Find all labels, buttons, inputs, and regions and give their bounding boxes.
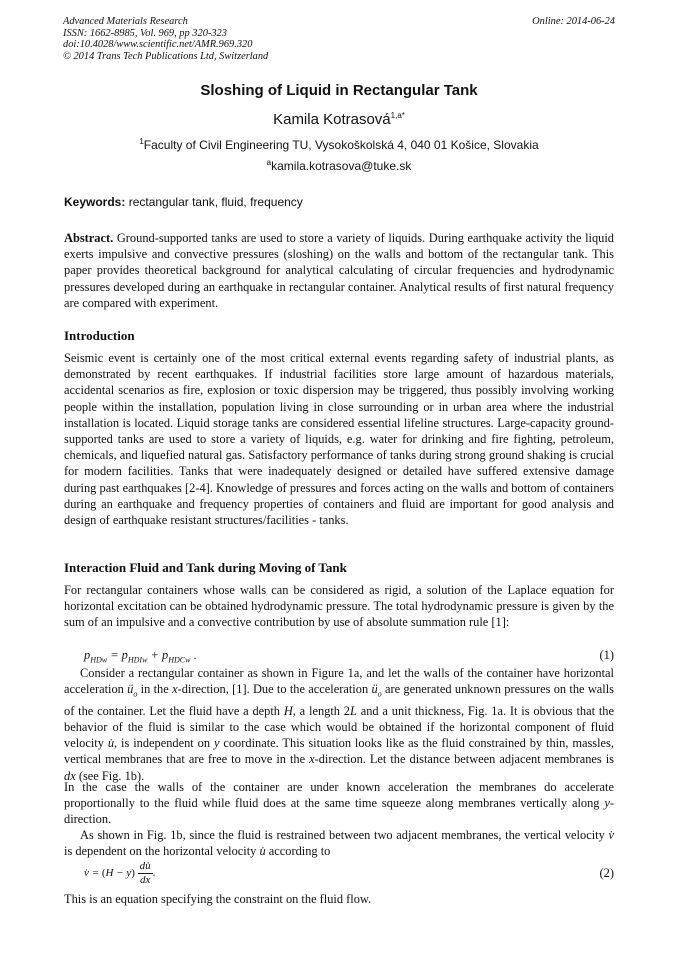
- keywords-label: Keywords:: [64, 195, 126, 209]
- fraction-du-dx: $\frac{du̇}{dx}$: [139, 860, 151, 886]
- author-line: [0, 111, 678, 128]
- email-line: [0, 159, 678, 173]
- p3-text-end: -direction.: [64, 796, 614, 827]
- symbol-u-double-dot-o: $ü_o$: [127, 682, 138, 699]
- affiliation-text: Faculty of Civil Engineering TU, Vysokoškolská 4, 040 01 Košice, Slovakia: [143, 138, 539, 152]
- section2-paragraph-3: [64, 779, 614, 828]
- p2-text-a: Consider a rectangular container as shown in Figure 1a, and let the walls of the container have horizontal acceleration: [64, 666, 614, 697]
- author-name: Kamila Kotrasová: [273, 111, 391, 128]
- p2-text-g: , is independent on: [114, 736, 211, 751]
- author-email[interactable]: kamila.kotrasova@tuke.sk: [271, 159, 412, 173]
- equation-1-number: (1): [599, 648, 614, 662]
- section-heading-interaction: Interaction Fluid and Tank during Moving of Tank: [64, 560, 347, 575]
- p2-text-f: and a unit thickness, Fig. 1a. It is obvious that the behavior of the fluid is similar to the case which would be obtained if the horizontal component of fluid velocity: [64, 703, 614, 751]
- journal-doi[interactable]: doi:10.4028/www.scientific.net/AMR.969.320: [63, 39, 253, 51]
- journal-name: Advanced Materials Research: [63, 16, 188, 27]
- p2-text-i: -direction. Let the distance between adjacent membranes is: [314, 752, 614, 767]
- introduction-text: Seismic event is certainly one of the most critical external events regarding safety of industrial plants, as demonstrated by recent earthquakes. If industrial facilities store large amount of hazardous materials, accidental scenarios as fire, explosion or toxic dispersion may be triggered, thus possibly involving working people within the installation, population living in close surrounding or in urban area where the industrial installation is located. Liquid storage tanks are considered essential lifeline structures. Large-capacity ground-supported tanks are used to store a variety of liquids, e.g. water for drinking and fire fighting, petroleum, chemicals, and liquefied natural gas. Satisfactory performance of tanks during strong ground shaking is crucial for modern facilities. Tanks that were inadequately designed or detailed have suffered extensive damage during past earthquakes [2-4]. Knowledge of pressures and forces acting on the walls and bottom of containers during an earthquake and frequency properties of containers and fluid are important for good analysis and design of earthquake resistant structures/facilities - tanks.: [64, 351, 614, 528]
- p2-text-b: in the: [140, 682, 169, 697]
- symbol-y-2: y: [604, 796, 610, 811]
- equation-2-number: (2): [599, 866, 614, 880]
- online-date: Online: 2014-06-24: [532, 16, 615, 27]
- symbol-H: H: [283, 703, 293, 718]
- p3-text: In the case the walls of the container are under known acceleration the membranes do accelerate proportionally to the fluid while fluid does at the same time squeeze along membranes vertically along: [64, 780, 614, 811]
- symbol-u-dot-2: u̇: [259, 844, 266, 859]
- paper-title: Sloshing of Liquid in Rectangular Tank: [200, 82, 478, 99]
- symbol-x: x: [172, 682, 178, 697]
- affiliation: [0, 138, 678, 152]
- author-superscript: 1,a*: [390, 111, 405, 120]
- p2-text-j: (see Fig. 1b).: [78, 768, 145, 783]
- p4-text-c: according to: [268, 844, 331, 859]
- p2-text-e: , a length 2: [292, 703, 350, 718]
- equation-2: v̇ = (H − y) $\frac{du̇}{dx}$ .: [84, 860, 156, 886]
- section2-paragraph-1: For rectangular containers whose walls can be considered as rigid, a solution of the Laplace equation for horizontal excitation can be obtained hydrodynamic pressure. The total hydrodynamic pressure is given by the sum of an impulsive and a convective contribution by use of absolute summation rule [1]:: [64, 583, 614, 630]
- section2-paragraph-4: [64, 827, 614, 859]
- symbol-y: y: [213, 736, 220, 751]
- affiliation-superscript: 1: [139, 137, 144, 146]
- keywords-text: rectangular tank, fluid, frequency: [128, 195, 303, 209]
- abstract-text: Ground-supported tanks are used to store a variety of liquids. During earthquake activity the liquid exerts impulsive and convective pressures (sloshing) on the walls and bottom of the rectangular tank. This paper provides theoretical background for analytical calculating of circular frequencies and hydrodynamic pressures developed during an earthquake in rectangular container. Analytical results of first natural frequency are compared with experiment.: [64, 231, 614, 310]
- symbol-x-2: x: [309, 752, 315, 767]
- abstract: [64, 230, 614, 311]
- symbol-u-double-dot-o-2: $ü_o$: [371, 682, 382, 699]
- symbol-dx: dx: [64, 768, 76, 783]
- symbol-u-dot: u̇: [107, 736, 115, 751]
- equation-1: $p_{HDw} = p_{HDIw} + p_{HDCw}$ .: [84, 648, 197, 665]
- p2-text-d: are generated unknown pressures on the walls of the container. Let the fluid have a depth: [64, 682, 614, 718]
- journal-copyright: © 2014 Trans Tech Publications Ltd, Switzerland: [63, 50, 269, 62]
- introduction-heading: Introduction: [64, 328, 135, 343]
- p2-text-h: coordinate. This situation looks like as the fluid constrained by thin, massles, vertical membranes that are free to move in the: [64, 736, 614, 767]
- section2-paragraph-2: [64, 665, 614, 784]
- p2-text-c: -direction, [1]. Due to the acceleration: [177, 682, 369, 697]
- journal-header: [63, 16, 615, 62]
- symbol-L: L: [349, 703, 357, 718]
- abstract-label: Abstract.: [64, 231, 114, 245]
- section2-paragraph-5: This is an equation specifying the constraint on the fluid flow.: [64, 892, 372, 906]
- p4-text-b: is dependent on the horizontal velocity: [64, 844, 257, 859]
- email-superscript: a: [266, 158, 272, 167]
- keywords: [64, 195, 303, 209]
- p4-text-a: As shown in Fig. 1b, since the fluid is restrained between two adjacent membranes, the vertical velocity: [80, 828, 605, 842]
- journal-issn: ISSN: 1662-8985, Vol. 969, pp 320-323: [63, 27, 227, 39]
- symbol-v-dot: v̇: [608, 828, 614, 842]
